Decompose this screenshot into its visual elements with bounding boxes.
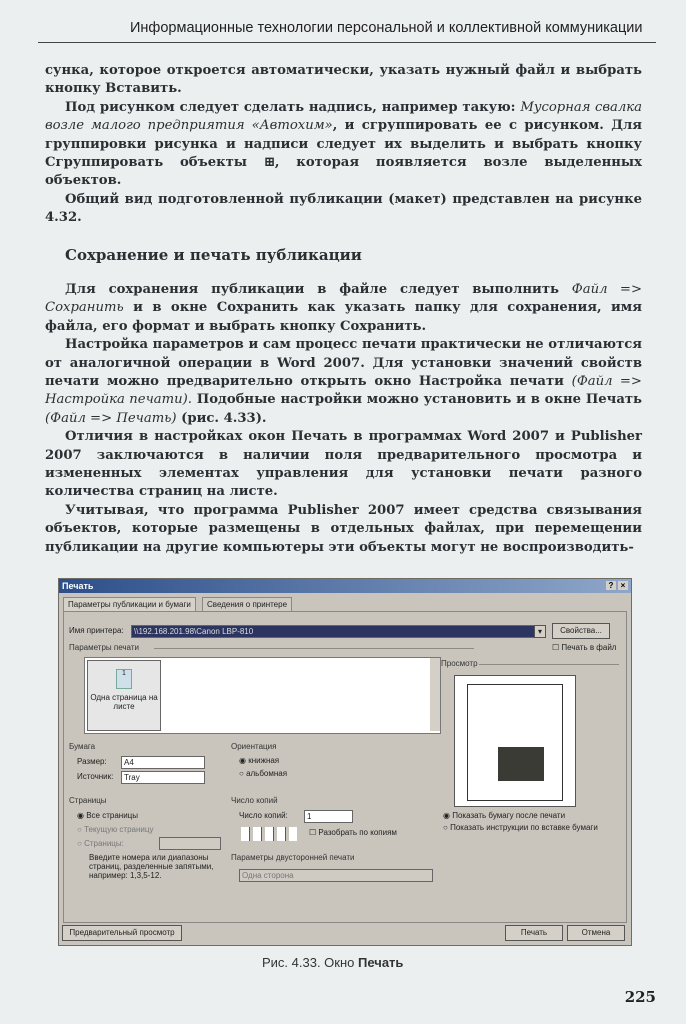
text-run: Общий вид подготовленной публикации (макет) представлен на рисунке 4.32. — [45, 191, 642, 226]
print-button[interactable]: Печать — [505, 925, 563, 941]
paragraph — [45, 191, 642, 228]
orientation-label: Ориентация — [231, 742, 277, 751]
text-run: Для сохранения публикации в файле следует выполнить — [65, 282, 572, 297]
print-dialog — [58, 578, 632, 946]
print-to-file-label: Печать в файл — [561, 643, 617, 652]
cancel-button[interactable]: Отмена — [567, 925, 625, 941]
paragraph — [45, 502, 642, 557]
duplex-label: Параметры двусторонней печати — [231, 853, 355, 862]
section-title: Сохранение и печать публикации — [65, 246, 362, 264]
close-button[interactable]: × — [618, 581, 628, 590]
paragraph — [45, 428, 642, 502]
scrollbar[interactable] — [430, 658, 440, 731]
portrait-label: книжная — [248, 756, 280, 765]
properties-button[interactable]: Свойства... — [552, 623, 610, 639]
size-label: Размер: — [77, 757, 107, 766]
page-icon: 1 — [116, 669, 132, 689]
italic-text: Мусорная свалка возле малого предприятия «Автохим» — [45, 99, 643, 134]
text-run: и в окне Сохранить как указать папку для сохранения, имя файла, его формат и выбрать кнопку Сохранить. — [45, 300, 642, 334]
layout-item[interactable] — [87, 660, 161, 731]
paragraph — [45, 62, 642, 99]
caption-bold: Печать — [358, 955, 404, 970]
tab-printer-info[interactable]: Сведения о принтере — [202, 597, 292, 611]
preview-page — [467, 684, 563, 801]
current-page-label: Текущую страницу — [84, 825, 154, 834]
show-paper-label: Показать бумагу после печати — [452, 811, 566, 820]
print-to-file-checkbox[interactable]: ☐ Печать в файл — [552, 643, 617, 652]
text-run: Учитывая, что программа Publisher 2007 имеет средства связывания объектов, которые размещены в отдельных файлах, при перемещении публикации на другие компьютеры эти объекты могут не воспроизводить- — [45, 502, 642, 555]
running-header: Информационные технологии персональной и коллективной коммуникации — [130, 20, 643, 36]
pages-range-label: Страницы: — [84, 839, 124, 848]
text-run: Под рисунком следует сделать надпись, например такую: — [65, 99, 521, 115]
portrait-radio[interactable]: ◉ книжная — [239, 756, 280, 765]
printer-select[interactable]: \\192.168.201.98\Canon LBP-810 — [131, 625, 535, 638]
text-run: , и сгруппировать ее с рисунком. Для группировки рисунка и надписи следует их выделить и выбрать кнопку Сгруппировать объекты ⊞, которая появляется возле выделенных объектов. — [45, 118, 642, 189]
all-pages-radio[interactable]: ◉ Все страницы — [77, 811, 138, 820]
header-rule — [38, 42, 656, 43]
text-run: Подобные настройки можно установить и в окне Печать — [191, 392, 643, 408]
layout-item-label: Одна страница на листе — [90, 693, 158, 711]
dialog-title: Печать — [62, 581, 94, 591]
divider — [154, 648, 474, 649]
help-button[interactable]: ? — [606, 581, 616, 590]
source-label: Источник: — [77, 772, 114, 781]
italic-text: Файл => Сохранить — [45, 282, 642, 316]
printer-label: Имя принтера: — [69, 626, 124, 635]
pages-label: Страницы — [69, 796, 107, 805]
chevron-down-icon[interactable]: ▾ — [534, 625, 546, 638]
divider — [479, 664, 619, 665]
text-run: Отличия в настройках окон Печать в программах Word 2007 и Publisher 2007 заключаются в наличии поля предварительного просмотра и измененных элементах управления для установки печати разного количества страниц на листе. — [45, 429, 642, 500]
italic-text: (Файл => Печать) — [45, 410, 177, 426]
size-select[interactable]: A4 — [121, 756, 205, 769]
caption-prefix: Рис. 4.33. Окно — [262, 955, 359, 970]
preview-pane — [454, 675, 576, 807]
print-params-label: Параметры печати — [69, 643, 139, 652]
text-block-bottom — [45, 281, 642, 557]
preview-label: Просмотр — [441, 659, 478, 668]
landscape-label: альбомная — [246, 769, 288, 778]
show-paper-radio[interactable]: ◉ Показать бумагу после печати — [443, 811, 566, 820]
preview-image — [498, 747, 544, 781]
text-run: сунка, которое откроется автоматически, указать нужный файл и выбрать кнопку Вставить. — [45, 63, 642, 97]
print-preview-button[interactable]: Предварительный просмотр — [62, 925, 182, 941]
copies-label: Число копий: — [239, 811, 288, 820]
copies-group-label: Число копий — [231, 796, 278, 805]
show-instructions-label: Показать инструкции по вставке бумаги — [450, 823, 598, 832]
page-number: 225 — [624, 988, 656, 1006]
landscape-radio[interactable]: ○ альбомная — [239, 769, 288, 778]
pages-hint: Введите номера или диапазоны страниц, разделенные запятыми, например: 1,3,5-12. — [89, 853, 214, 880]
dialog-titlebar — [59, 579, 631, 593]
text-run: Настройка параметров и сам процесс печати практически не отличаются от аналогичной операции в Word 2007. Для установки значений свойств печати можно предварительно открыть окно Настройка печати — [45, 337, 642, 390]
pages-range-input[interactable] — [159, 837, 221, 850]
show-instructions-radio[interactable]: ○ Показать инструкции по вставке бумаги — [443, 823, 598, 832]
source-select[interactable]: Tray — [121, 771, 205, 784]
text-block-top — [45, 62, 642, 228]
collate-label: Разобрать по копиям — [318, 828, 397, 837]
paragraph — [45, 336, 642, 428]
collate-icon — [241, 827, 297, 841]
collate-checkbox[interactable]: ☐ Разобрать по копиям — [309, 828, 397, 837]
italic-text: (Файл => Настройка печати). — [45, 374, 642, 408]
copies-stepper[interactable]: 1 — [304, 810, 353, 823]
text-run: (рис. 4.33). — [176, 410, 267, 426]
current-page-radio[interactable]: ○ Текущую страницу — [77, 825, 154, 834]
duplex-select[interactable]: Одна сторона — [239, 869, 433, 882]
paper-label: Бумага — [69, 742, 96, 751]
figure-caption — [262, 955, 403, 970]
tab-publication-paper[interactable]: Параметры публикации и бумаги — [63, 597, 196, 611]
layout-list[interactable] — [84, 657, 441, 734]
pages-range-radio[interactable]: ○ Страницы: — [77, 839, 124, 848]
paragraph — [45, 99, 642, 191]
paragraph — [45, 281, 642, 336]
all-pages-label: Все страницы — [86, 811, 138, 820]
